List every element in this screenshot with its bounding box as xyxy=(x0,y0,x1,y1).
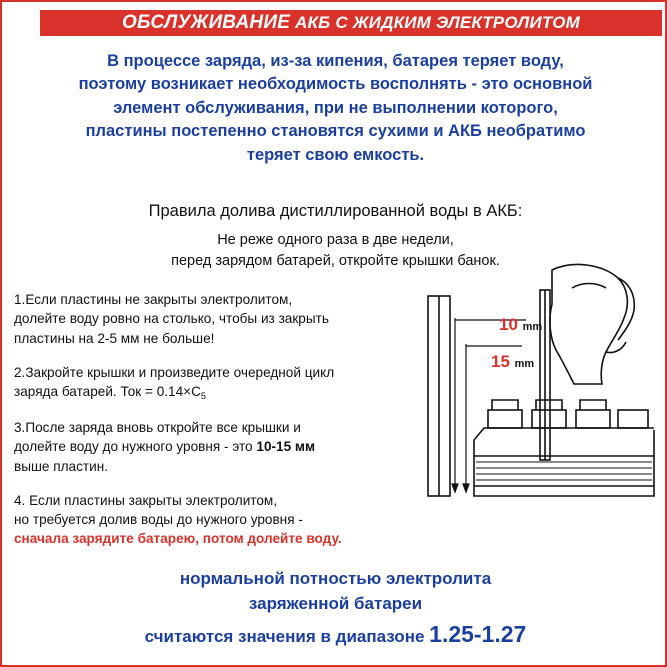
dimension-label-15 xyxy=(491,352,534,372)
list-item xyxy=(14,418,444,476)
header-title-sub: АКБ С ЖИДКИМ ЭЛЕКТРОЛИТОМ xyxy=(295,13,580,32)
footer-line-3 xyxy=(2,616,667,653)
intro-line-5: теряет свою емкость. xyxy=(246,145,425,164)
item-1-line-3: пластины на 2-5 мм не больше! xyxy=(14,330,215,346)
list-item xyxy=(14,363,444,403)
rules-subtitle-line-1: Не реже одного раза в две недели, xyxy=(217,232,454,248)
item-3-line-3: выше пластин. xyxy=(14,458,108,474)
item-2-line-1: 2.Закройте крышки и произведите очередной цикл xyxy=(14,364,335,380)
item-2-subscript: 5 xyxy=(200,391,206,402)
item-4-line-2: но требуется долив воды до нужного уровня - xyxy=(14,512,303,528)
dimension-15-unit: mm xyxy=(514,358,535,370)
dimension-label-10 xyxy=(499,315,542,335)
intro-line-2a: поэтому возникает необходимость восполнять - xyxy=(78,75,482,94)
item-3-emphasis: 10-15 мм xyxy=(256,439,316,455)
footer-line-3-text: считаются значения в диапазоне xyxy=(144,627,425,647)
dimension-10-value: 10 xyxy=(499,315,518,334)
item-3-line-1: 3.После заряда вновь откройте все крышки и xyxy=(14,419,301,435)
footer-density-range: 1.25-1.27 xyxy=(429,621,527,648)
item-1-line-1: 1.Если пластины не закрыты электролитом, xyxy=(14,292,293,307)
intro-line-3a: элемент обслуживания xyxy=(113,98,305,117)
battery-diagram-svg xyxy=(422,260,662,520)
intro-line-4: пластины постепенно становятся сухими и АКБ необратимо xyxy=(85,122,586,141)
dimension-15-value: 15 xyxy=(491,352,510,371)
battery-illustration xyxy=(422,260,662,520)
intro-line-3 xyxy=(12,97,659,120)
item-2-line-2 xyxy=(14,382,444,403)
item-4-warning: сначала зарядите батарею, потом долейте воду. xyxy=(14,531,342,547)
footer-line-2: заряженной батареи xyxy=(248,593,423,613)
intro-line-1: В процессе заряда, из-за кипения, батарея теряет воду, xyxy=(107,52,564,70)
header-title-main: ОБСЛУЖИВАНИЕ xyxy=(122,12,291,33)
dimension-10-unit: mm xyxy=(522,321,543,333)
intro-line-3b: , при не выполнении которого, xyxy=(304,98,558,117)
intro-line-2b: это основной xyxy=(481,75,593,94)
item-4-line-1: 4. Если пластины закрыты электролитом, xyxy=(14,492,278,508)
footer-line-1: нормальной потностью электролита xyxy=(179,569,492,588)
page-header-banner xyxy=(40,10,662,36)
item-2-line-2a: заряда батарей. Ток = 0.14×C xyxy=(14,384,201,400)
list-item xyxy=(14,491,444,549)
rules-title: Правила долива дистиллированной воды в АКБ: xyxy=(148,202,523,220)
list-item xyxy=(14,290,444,348)
footer-note xyxy=(2,567,667,653)
item-3-line-2 xyxy=(14,437,444,456)
intro-paragraph xyxy=(12,50,659,167)
item-1-line-2: долейте воду ровно на столько, чтобы из закрыть xyxy=(14,311,329,327)
instruction-list xyxy=(14,290,444,564)
item-3-line-2a: долейте воду до нужного уровня - это xyxy=(14,439,257,455)
intro-line-2 xyxy=(12,73,659,96)
rules-subtitle-line-2: перед зарядом батарей, откройте крышки банок. xyxy=(171,253,500,270)
